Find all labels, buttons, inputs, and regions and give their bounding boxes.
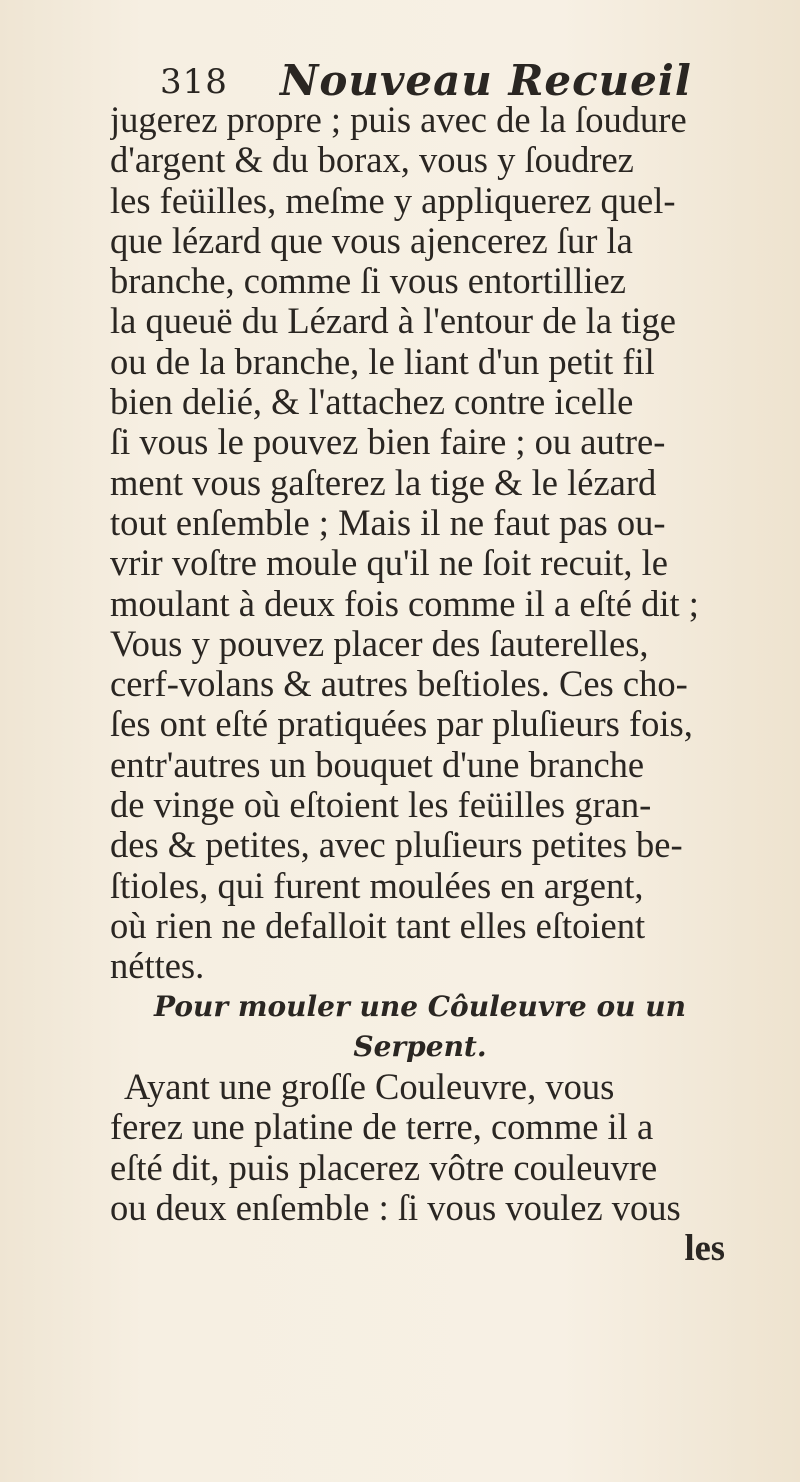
text-line: branche, comme ſi vous entortilliez (110, 261, 626, 302)
text-line: que lézard que vous ajencerez ſur la (110, 220, 633, 261)
text-line: Ayant une groſſe Couleuvre, vous (124, 1067, 615, 1108)
text-line: les feüilles, meſme y appliquerez quel- (110, 180, 676, 221)
text-line: moulant à deux fois comme il a eſté dit ; (110, 583, 699, 624)
text-line: bien delié, & l'attachez contre icelle (110, 382, 634, 423)
text-line: Vous y pouvez placer des ſauterelles, (110, 623, 649, 664)
section-title: Pour mouler une Côuleuvre ou un (154, 989, 686, 1023)
text-line: la queuë du Lézard à l'entour de la tige (110, 301, 676, 342)
text-line: des & petites, avec pluſieurs petites be- (110, 825, 683, 866)
text-line: où rien ne defalloit tant elles eſtoient (110, 905, 646, 946)
text-line: jugerez propre ; puis avec de la ſoudure (110, 100, 687, 140)
text-line: ou de la branche, le liant d'un petit fil (110, 341, 655, 382)
text-line: néttes. (110, 946, 205, 987)
text-line: cerf-volans & autres beſtioles. Ces cho- (110, 664, 688, 705)
text-line: eſté dit, puis placerez vôtre couleuvre (110, 1147, 658, 1188)
text-line: ſtioles, qui furent moulées en argent, (110, 865, 644, 906)
catchword: les (684, 1228, 725, 1269)
text-line: ou deux enſemble : ſi vous voulez vous (110, 1188, 681, 1229)
text-line: ferez une platine de terre, comme il a (110, 1107, 654, 1148)
text-line: tout enſemble ; Mais il ne faut pas ou- (110, 502, 666, 543)
section-title-continued: Serpent. (353, 1029, 487, 1063)
text-line: ment vous gaſterez la tige & le lézard (110, 462, 657, 503)
text-line: d'argent & du borax, vous y ſoudrez (110, 140, 634, 181)
page-number: 318 (160, 62, 228, 102)
text-line: ſi vous le pouvez bien faire ; ou autre- (110, 422, 666, 463)
text-line: ſes ont eſté pratiquées par pluſieurs fois, (110, 704, 693, 745)
text-line: entr'autres un bouquet d'une branche (110, 744, 645, 785)
text-line: vrir voſtre moule qu'il ne ſoit recuit, le (110, 543, 668, 584)
text-line: de vinge où eſtoient les feüilles gran- (110, 785, 652, 826)
body-text (110, 100, 800, 1269)
running-title: Nouveau Recueil (280, 56, 692, 105)
